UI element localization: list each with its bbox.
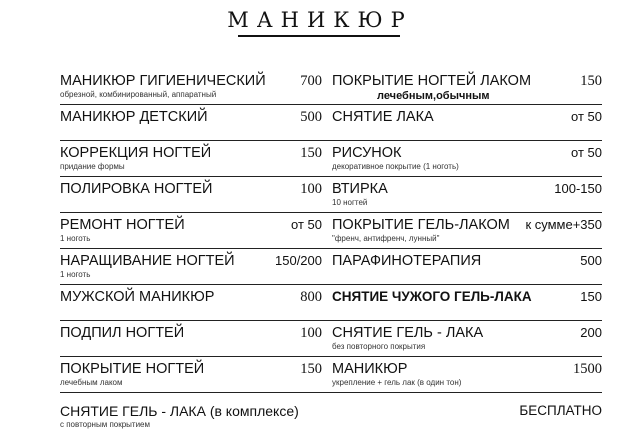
- service-name: СНЯТИЕ ЛАКА: [332, 109, 434, 125]
- service-name: СНЯТИЕ ЧУЖОГО ГЕЛЬ-ЛАКА: [332, 289, 532, 304]
- list-item: [332, 144, 602, 180]
- service-note: укрепление + гель лак (в один тон): [332, 378, 462, 387]
- row-divider: [60, 284, 602, 285]
- list-item: [60, 72, 322, 108]
- service-price: 100-150: [554, 181, 602, 196]
- row-divider: [60, 104, 602, 105]
- service-name: ПОЛИРОВКА НОГТЕЙ: [60, 181, 213, 197]
- service-note: 1 ноготь: [60, 234, 91, 243]
- service-name: МАНИКЮР ДЕТСКИЙ: [60, 109, 208, 125]
- row-divider: [60, 176, 602, 177]
- service-name: ПАРАФИНОТЕРАПИЯ: [332, 253, 482, 269]
- list-item: [60, 288, 322, 324]
- list-item: [60, 180, 322, 216]
- service-note: декоративное покрытие (1 ноготь): [332, 162, 459, 171]
- service-price: от 50: [571, 109, 602, 124]
- list-item: [60, 360, 322, 396]
- service-name: ПОКРЫТИЕ НОГТЕЙ ЛАКОМ: [332, 73, 532, 89]
- service-price: 100: [300, 181, 322, 197]
- service-name: МАНИКЮР ГИГИЕНИЧЕСКИЙ: [60, 73, 266, 89]
- service-price: 100: [300, 325, 322, 341]
- service-name: ВТИРКА: [332, 181, 388, 197]
- service-note: обрезной, комбинированный, аппаратный: [60, 90, 217, 99]
- service-note: 1 ноготь: [60, 270, 91, 279]
- list-item: [60, 216, 322, 252]
- service-note: придание формы: [60, 162, 125, 171]
- list-item: [60, 252, 322, 288]
- service-price: к сумме+350: [525, 217, 602, 232]
- service-note: лечебным лаком: [60, 378, 123, 387]
- list-item: [332, 324, 602, 360]
- service-name: НАРАЩИВАНИЕ НОГТЕЙ: [60, 253, 235, 269]
- service-price: 700: [300, 73, 322, 89]
- list-item: [332, 252, 602, 288]
- list-item: [332, 180, 602, 216]
- left-column: [60, 72, 322, 396]
- service-price: 1500: [573, 361, 602, 377]
- list-item: [332, 360, 602, 396]
- service-price: 500: [300, 109, 322, 125]
- service-note: лечебным,обычным: [377, 90, 490, 102]
- service-name: РЕМОНТ НОГТЕЙ: [60, 217, 185, 233]
- service-price: 150: [300, 361, 322, 377]
- list-item: [60, 324, 322, 360]
- list-item: [60, 144, 322, 180]
- page-title: МАНИКЮР: [227, 8, 413, 32]
- service-name: ПОДПИЛ НОГТЕЙ: [60, 325, 185, 341]
- service-name: СНЯТИЕ ГЕЛЬ - ЛАКА: [332, 325, 484, 341]
- service-name: МАНИКЮР: [332, 361, 408, 377]
- service-price: 800: [300, 289, 322, 305]
- list-item: [60, 108, 322, 144]
- service-price: 500: [580, 253, 602, 268]
- row-divider: [60, 356, 602, 357]
- service-price: 200: [580, 325, 602, 340]
- service-note: "френч, антифренч, лунный": [332, 234, 440, 243]
- title-underline: [238, 35, 400, 37]
- list-item: [332, 108, 602, 144]
- service-price: 150: [580, 289, 602, 304]
- service-note: с повторным покрытием: [60, 420, 151, 429]
- service-price: 150: [300, 145, 322, 161]
- service-price: от 50: [571, 145, 602, 160]
- service-price: от 50: [291, 217, 322, 232]
- service-name: МУЖСКОЙ МАНИКЮР: [60, 289, 215, 305]
- bottom-item: [60, 403, 602, 429]
- row-divider: [60, 140, 602, 141]
- list-item: [332, 72, 602, 108]
- service-name: КОРРЕКЦИЯ НОГТЕЙ: [60, 145, 212, 161]
- service-price: БЕСПЛАТНО: [519, 403, 602, 418]
- row-divider: [60, 392, 602, 393]
- row-divider: [60, 248, 602, 249]
- service-note: 10 ногтей: [332, 198, 368, 207]
- service-name: СНЯТИЕ ГЕЛЬ - ЛАКА (в комплексе): [60, 403, 299, 419]
- list-item: [332, 216, 602, 252]
- row-divider: [60, 212, 602, 213]
- service-name: ПОКРЫТИЕ НОГТЕЙ: [60, 361, 205, 377]
- service-name: ПОКРЫТИЕ ГЕЛЬ-ЛАКОМ: [332, 217, 510, 233]
- service-note: без повторного покрытия: [332, 342, 426, 351]
- service-price: 150/200: [275, 253, 322, 268]
- service-price: 150: [580, 73, 602, 89]
- list-item: [332, 288, 602, 324]
- service-name: РИСУНОК: [332, 145, 402, 161]
- row-divider: [60, 320, 602, 321]
- right-column: [332, 72, 602, 396]
